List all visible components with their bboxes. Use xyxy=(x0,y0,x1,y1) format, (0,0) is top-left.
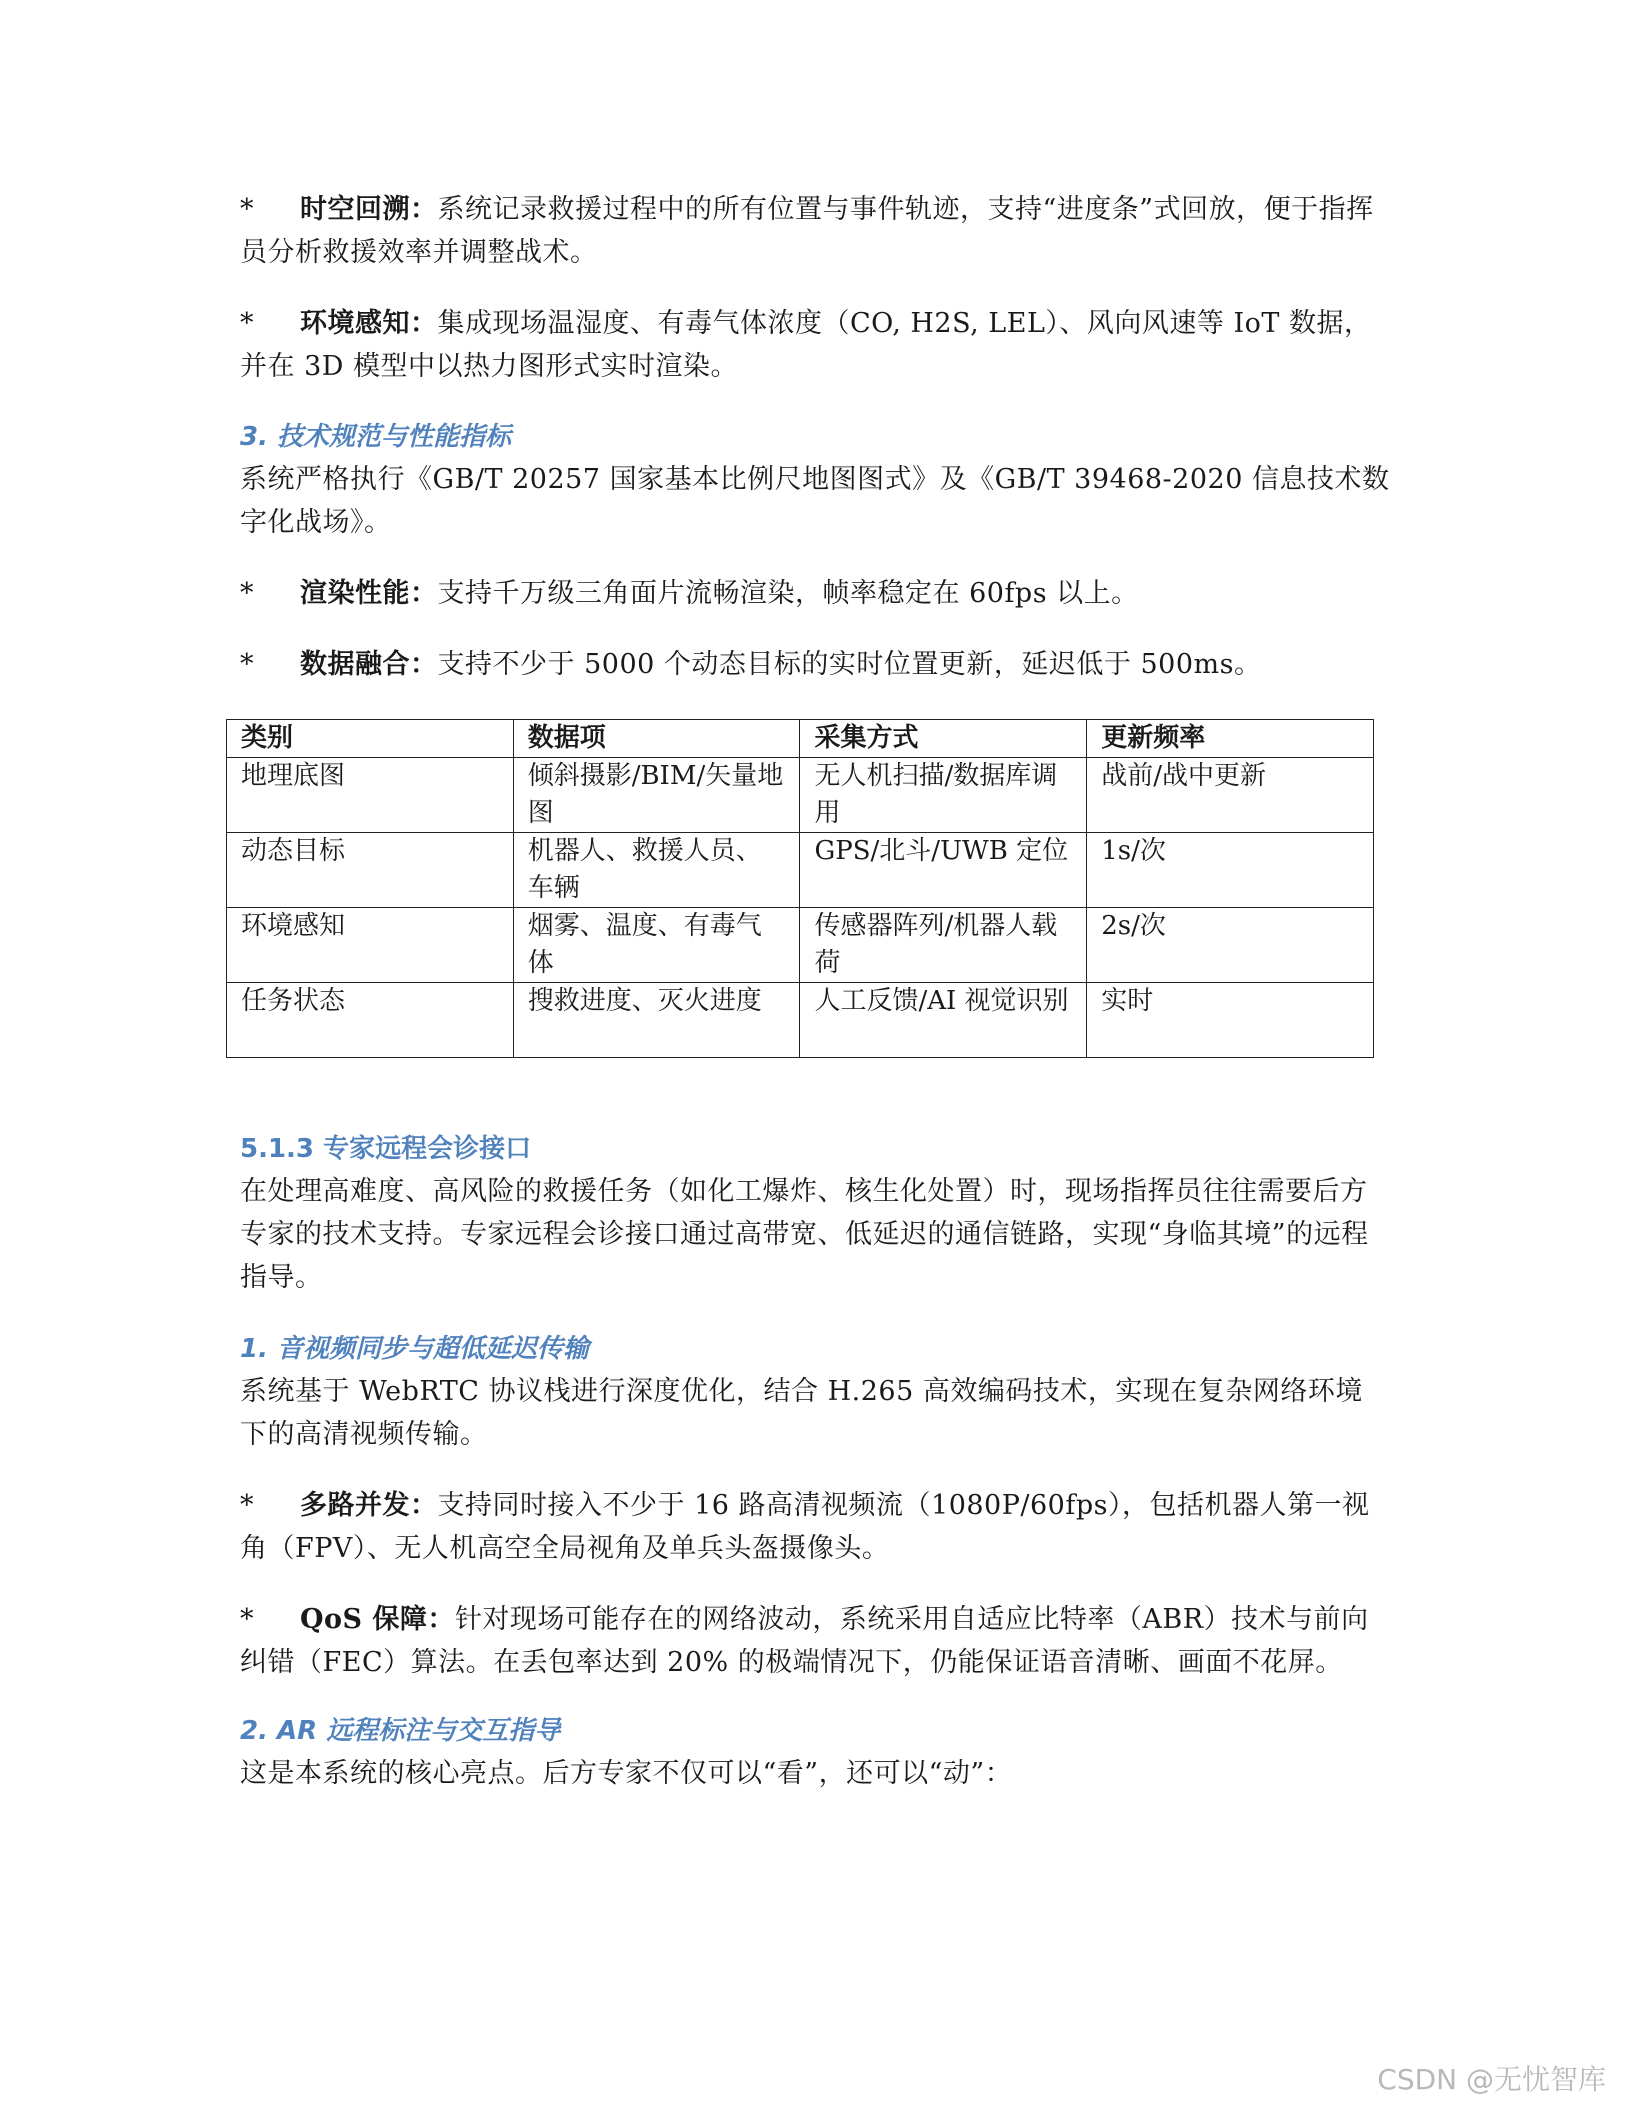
bullet-time-replay xyxy=(240,188,1390,274)
table-cell: 动态目标 xyxy=(227,833,514,908)
bullet-term: 多路并发： xyxy=(300,1490,438,1521)
bullet-term: 数据融合： xyxy=(300,649,438,680)
bullet-mark: * xyxy=(240,194,254,225)
table-row xyxy=(227,983,1374,1058)
section-heading-tech-spec: 3. 技术规范与性能指标 xyxy=(240,422,512,452)
bullet-text: 支持同时接入不少于 16 路高清视频流（1080P/60fps），包括机器人第一视角（FPV）、无人机高空全局视角及单兵头盔摄像头。 xyxy=(240,1490,1370,1564)
data-table xyxy=(226,719,1374,1058)
bullet-text: 支持千万级三角面片流畅渲染，帧率稳定在 60fps 以上。 xyxy=(437,578,1139,609)
table-cell: 烟雾、温度、有毒气体 xyxy=(513,908,800,983)
table-cell: 实时 xyxy=(1087,983,1374,1058)
table-cell: GPS/北斗/UWB 定位 xyxy=(800,833,1087,908)
bullet-mark: * xyxy=(240,308,254,339)
bullet-mark: * xyxy=(240,1604,254,1635)
table-row xyxy=(227,833,1374,908)
table-header-row xyxy=(227,720,1374,758)
table-cell: 任务状态 xyxy=(227,983,514,1058)
table-cell: 战前/战中更新 xyxy=(1087,758,1374,833)
table-cell: 1s/次 xyxy=(1087,833,1374,908)
bullet-multi-stream xyxy=(240,1484,1390,1570)
bullet-mark: * xyxy=(240,649,254,680)
bullet-term: 时空回溯： xyxy=(300,194,438,225)
bullet-text: 支持不少于 5000 个动态目标的实时位置更新，延迟低于 500ms。 xyxy=(437,649,1262,680)
table-row xyxy=(227,758,1374,833)
bullet-text: 针对现场可能存在的网络波动，系统采用自适应比特率（ABR）技术与前向纠错（FEC）算法。在丢包率达到 20% 的极端情况下，仍能保证语音清晰、画面不花屏。 xyxy=(240,1604,1369,1678)
table-cell: 人工反馈/AI 视觉识别 xyxy=(800,983,1087,1058)
section-intro-tech-spec: 系统严格执行《GB/T 20257 国家基本比例尺地图图式》及《GB/T 39468-2020 信息技术数字化战场》。 xyxy=(240,464,1390,538)
table-cell: 搜救进度、灭火进度 xyxy=(513,983,800,1058)
bullet-term: 环境感知： xyxy=(300,308,438,339)
table-cell: 传感器阵列/机器人载荷 xyxy=(800,908,1087,983)
bullet-qos xyxy=(240,1598,1390,1684)
bullet-data-fusion xyxy=(240,643,1390,686)
table-header-cell: 采集方式 xyxy=(800,720,1087,758)
bullet-text: 集成现场温湿度、有毒气体浓度（CO, H2S, LEL）、风向风速等 IoT 数据，并在 3D 模型中以热力图形式实时渲染。 xyxy=(240,308,1372,382)
table-cell: 2s/次 xyxy=(1087,908,1374,983)
table-cell: 倾斜摄影/BIM/矢量地图 xyxy=(513,758,800,833)
table-row xyxy=(227,908,1374,983)
table-header-cell: 数据项 xyxy=(513,720,800,758)
table-header-cell: 类别 xyxy=(227,720,514,758)
table-cell: 环境感知 xyxy=(227,908,514,983)
section-heading-av-sync: 1. 音视频同步与超低延迟传输 xyxy=(240,1334,590,1364)
section-intro-expert-consult: 在处理高难度、高风险的救援任务（如化工爆炸、核生化处置）时，现场指挥员往往需要后方专家的技术支持。专家远程会诊接口通过高带宽、低延迟的通信链路，实现“身临其境”的远程指导。 xyxy=(240,1176,1369,1293)
section-heading-ar-annotation: 2. AR 远程标注与交互指导 xyxy=(240,1716,561,1746)
bullet-term: 渲染性能： xyxy=(300,578,438,609)
bullet-text: 系统记录救援过程中的所有位置与事件轨迹，支持“进度条”式回放，便于指挥员分析救援效率并调整战术。 xyxy=(240,194,1374,268)
watermark: CSDN @无忧智库 xyxy=(1377,2063,1606,2096)
section-heading-expert-consult: 5.1.3 专家远程会诊接口 xyxy=(240,1134,532,1164)
bullet-env-sensing xyxy=(240,302,1390,388)
section-intro-av-sync: 系统基于 WebRTC 协议栈进行深度优化，结合 H.265 高效编码技术，实现在复杂网络环境下的高清视频传输。 xyxy=(240,1376,1363,1450)
bullet-render-perf xyxy=(240,572,1390,615)
table-header-cell: 更新频率 xyxy=(1087,720,1374,758)
table-cell: 机器人、救援人员、车辆 xyxy=(513,833,800,908)
bullet-term: QoS 保障： xyxy=(300,1604,455,1635)
table-cell: 无人机扫描/数据库调用 xyxy=(800,758,1087,833)
table-cell: 地理底图 xyxy=(227,758,514,833)
bullet-mark: * xyxy=(240,1490,254,1521)
section-intro-ar-annotation: 这是本系统的核心亮点。后方专家不仅可以“看”，还可以“动”： xyxy=(240,1758,1013,1789)
bullet-mark: * xyxy=(240,578,254,609)
